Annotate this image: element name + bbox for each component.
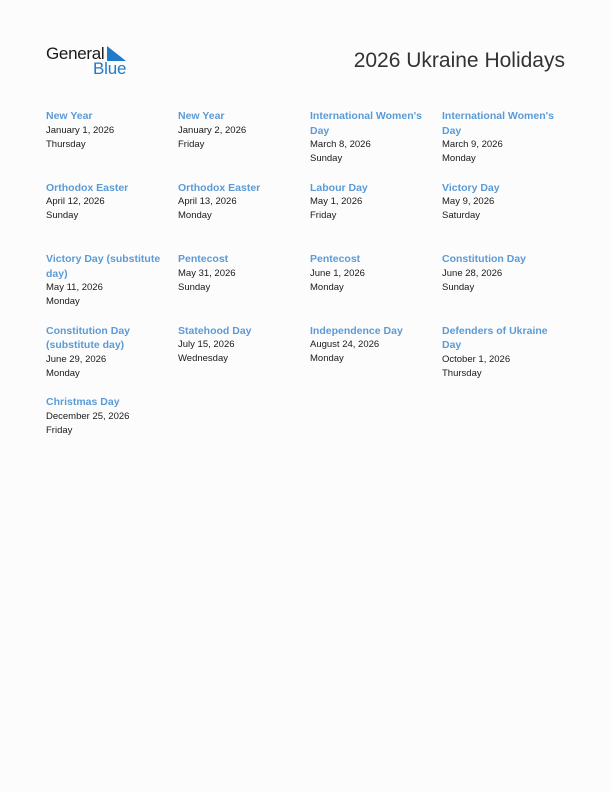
holiday-weekday: Monday <box>46 296 80 307</box>
holiday-name: International Women's Day <box>442 110 554 137</box>
holiday-item <box>46 181 178 253</box>
holiday-name: Defenders of Ukraine Day <box>442 324 548 351</box>
holiday-weekday: Monday <box>46 367 80 379</box>
holiday-date: May 31, 2026 <box>178 267 236 279</box>
holiday-weekday: Friday <box>310 210 337 221</box>
holiday-name: Statehood Day <box>178 324 252 337</box>
holiday-name: Independence Day <box>310 324 403 337</box>
holiday-item <box>442 181 574 253</box>
holiday-weekday: Monday <box>442 153 476 164</box>
page-title: 2026 Ukraine Holidays <box>353 49 565 72</box>
holiday-date: May 11, 2026 <box>46 282 103 293</box>
holiday-item <box>310 109 442 181</box>
holiday-name: International Women's Day <box>310 110 422 137</box>
holiday-name: Orthodox Easter <box>178 181 261 194</box>
holiday-grid <box>46 109 574 467</box>
holiday-date: January 2, 2026 <box>178 124 247 136</box>
holiday-name: Victory Day (substitute day) <box>46 253 161 280</box>
holiday-name: New Year <box>46 110 93 122</box>
holiday-name: Labour Day <box>310 181 368 194</box>
holiday-weekday: Sunday <box>310 153 343 164</box>
holiday-date: January 1, 2026 <box>46 124 115 136</box>
holiday-item <box>46 324 178 396</box>
holiday-date: May 9, 2026 <box>442 196 495 207</box>
holiday-name: Victory Day <box>442 181 500 194</box>
holiday-name: Pentecost <box>178 253 229 265</box>
generalblue-logo <box>46 44 136 80</box>
holiday-date: June 28, 2026 <box>442 267 503 279</box>
holiday-weekday: Sunday <box>178 281 211 293</box>
holiday-weekday: Monday <box>310 281 344 293</box>
holiday-name: Orthodox Easter <box>46 181 129 194</box>
holiday-date: December 25, 2026 <box>46 410 130 422</box>
holiday-item <box>178 109 310 181</box>
holiday-item <box>178 252 310 324</box>
holiday-weekday: Friday <box>178 138 205 150</box>
holiday-item <box>178 181 310 253</box>
holiday-date: July 15, 2026 <box>178 339 235 350</box>
holiday-date: June 29, 2026 <box>46 353 107 365</box>
holiday-weekday: Friday <box>46 424 73 436</box>
holiday-date: April 13, 2026 <box>178 196 237 207</box>
holiday-date: August 24, 2026 <box>310 339 380 350</box>
logo-blue-text: Blue <box>93 59 127 78</box>
holiday-weekday: Wednesday <box>178 353 228 364</box>
holiday-name: Christmas Day <box>46 396 120 408</box>
holiday-item <box>442 252 574 324</box>
holiday-date: March 9, 2026 <box>442 139 503 150</box>
logo-general-text: General <box>46 44 105 63</box>
holiday-item <box>310 181 442 253</box>
holiday-date: March 8, 2026 <box>310 139 371 150</box>
holiday-item <box>310 324 442 396</box>
holiday-weekday: Sunday <box>46 210 79 221</box>
holiday-date: May 1, 2026 <box>310 196 363 207</box>
holiday-name: Pentecost <box>310 253 361 265</box>
holiday-weekday: Thursday <box>46 138 86 150</box>
holiday-item <box>442 324 574 396</box>
holiday-item <box>46 109 178 181</box>
holiday-weekday: Thursday <box>442 367 482 379</box>
holiday-name: New Year <box>178 110 225 122</box>
holiday-weekday: Sunday <box>442 281 475 293</box>
holiday-item <box>46 252 178 324</box>
holiday-weekday: Monday <box>178 210 212 221</box>
holiday-date: April 12, 2026 <box>46 196 105 207</box>
holiday-item <box>178 324 310 396</box>
holiday-item <box>46 395 178 467</box>
holiday-date: June 1, 2026 <box>310 267 365 279</box>
holiday-weekday: Saturday <box>442 210 481 221</box>
holiday-item <box>442 109 574 181</box>
holiday-weekday: Monday <box>310 353 344 364</box>
holiday-date: October 1, 2026 <box>442 353 511 365</box>
holiday-name: Constitution Day <box>442 253 526 265</box>
holiday-item <box>310 252 442 324</box>
holiday-name: Constitution Day (substitute day) <box>46 324 130 351</box>
